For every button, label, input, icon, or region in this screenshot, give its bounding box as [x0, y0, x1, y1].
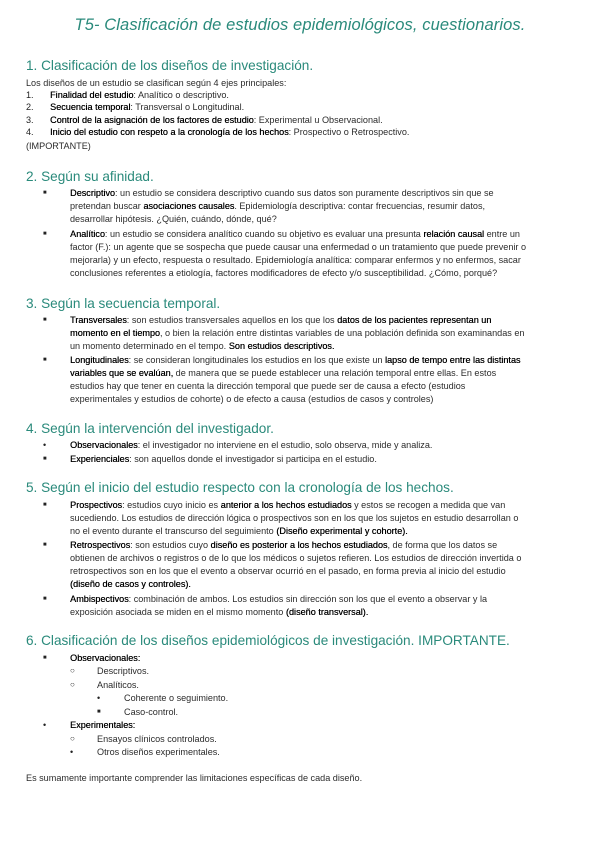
term-bold: momento en el tiempo: [70, 328, 160, 338]
paragraph-line: mejorarla) y un efecto, respuesta o resultado. Epidemiología analítica: comparar enfermos y no enfermos, sacar: [70, 255, 521, 265]
section-1-heading: 1. Clasificación de los diseños de investigación.: [26, 58, 314, 73]
square-bullet: ■: [43, 502, 47, 508]
paragraph-line: [70, 606, 368, 618]
term-bold: anterior a los hechos estudiados: [220, 500, 352, 510]
term-bold: relación causal: [423, 229, 485, 239]
square-bullet: ■: [43, 596, 47, 602]
line-text: . Epidemiología descriptiva: contar frecuencias, resumir datos,: [234, 201, 486, 211]
list-item: [50, 101, 244, 113]
list-item: Descriptivos.: [97, 666, 150, 676]
list-item-bold: Inicio del estudio con respeto a la cronología de los hechos: [50, 127, 289, 137]
paragraph-line: factor (F.): un agente que se sospecha que puede causar una enfermedad o un tratamiento que puede prevenir o: [70, 242, 527, 252]
paragraph-line: [70, 367, 496, 379]
paragraph-line: [70, 228, 520, 240]
important-note: (IMPORTANTE): [26, 141, 91, 151]
list-item-bold: Control de la asignación de los factores de estudio: [50, 115, 254, 125]
term-bold: Observacionales: [70, 440, 138, 450]
square-bullet: ■: [43, 190, 47, 196]
term-bold: (Diseño experimental y cohorte).: [276, 526, 408, 536]
list-item-text: : Analítico o descriptivo.: [133, 90, 229, 100]
section-6-heading: 6. Clasificación de los diseños epidemiológicos de investigación. IMPORTANTE.: [26, 633, 510, 648]
closing-text: Es sumamente importante comprender las limitaciones específicas de cada diseño.: [26, 773, 363, 783]
section-4-heading: 4. Según la intervención del investigador.: [26, 421, 274, 436]
paragraph-line: [70, 340, 334, 352]
line-text: pretendan buscar: [70, 201, 144, 211]
paragraph-line: estudios hay que tener en cuenta la dirección temporal que puede ser de causa a efecto (estudios: [70, 381, 466, 391]
list-number: 3.: [26, 115, 34, 125]
square-bullet: ■: [97, 709, 101, 715]
term-bold: Experimentales:: [70, 720, 136, 730]
line-text: : son estudios cuyo: [130, 540, 211, 550]
square-bullet: ■: [43, 357, 47, 363]
square-bullet: ■: [43, 317, 47, 323]
list-item: [70, 652, 140, 664]
square-bullet: ■: [43, 456, 47, 462]
line-text: un momento determinado en el tempo.: [70, 341, 229, 351]
line-text: : un estudio se considera analítico cuando su objetivo es evaluar una presunta: [104, 229, 424, 239]
paragraph-line: [70, 499, 505, 511]
list-number: 2.: [26, 102, 34, 112]
square-bullet: ■: [43, 655, 47, 661]
paragraph-line: [70, 453, 377, 465]
line-text: , de forma que los datos se: [387, 540, 498, 550]
section-3-heading: 3. Según la secuencia temporal.: [26, 296, 221, 311]
term-bold: asociaciones causales: [143, 201, 235, 211]
term-bold: datos de los pacientes representan un: [337, 315, 492, 325]
list-number: 4.: [26, 127, 34, 137]
section-2-heading: 2. Según su afinidad.: [26, 169, 154, 184]
line-text: y estos se recogen a medida que van: [351, 500, 506, 510]
paragraph-line: desarrollar hipótesis. ¿Quién, cuándo, dónde, qué?: [70, 214, 277, 224]
line-text: : son aquellos donde el investigador si participa en el estudio.: [129, 454, 377, 464]
term-bold: Observacionales:: [70, 653, 141, 663]
section-1-intro: Los diseños de un estudio se clasifican según 4 ejes principales:: [26, 78, 287, 88]
paragraph-line: sucediendo. Los estudios de dirección lógica o prospectivos son en los que los sujetos en estudio desarrollan o: [70, 513, 519, 523]
line-text: , o bien la relación entre distintas variables de una población definida son examinandas en: [159, 328, 525, 338]
paragraph-line: [70, 314, 491, 326]
term-bold: Son estudios descriptivos.: [228, 341, 335, 351]
list-item: [70, 719, 135, 731]
line-text: de manera que se puede establecer una relación temporal entre ellas. En estos: [173, 368, 497, 378]
term-bold: Prospectivos: [70, 500, 123, 510]
paragraph-line: [70, 593, 487, 605]
list-item: Caso-control.: [124, 707, 179, 717]
list-item: [50, 89, 229, 101]
line-text: : estudios cuyo inicio es: [122, 500, 221, 510]
square-bullet: ■: [43, 542, 47, 548]
paragraph-line: [70, 525, 408, 537]
line-text: exposición asociada se miden en el mismo momento: [70, 607, 286, 617]
term-bold: Experienciales: [70, 454, 130, 464]
paragraph-line: experimentales y estudios de cohorte) o de efecto a causa (estudios de casos y controles): [70, 394, 434, 404]
paragraph-line: retrospectivos son en los que el evento a observar ocurrió en el pasado, en forma previa al inicio del estudio: [70, 566, 506, 576]
paragraph-line: conclusiones referentes a etiología, factores modificadores de efecto y/o susceptibilidad. ¿Cómo, porqué?: [70, 268, 498, 278]
list-item: Ensayos clínicos controlados.: [97, 734, 217, 744]
line-text: : el investigador no interviene en el estudio, solo observa, mide y analiza.: [137, 440, 433, 450]
line-text: : se consideran longitudinales los estudios en los que existe un: [128, 355, 385, 365]
term-bold: (diseño de casos y controles).: [70, 579, 191, 589]
line-text: no el evento durante el transcurso del seguimiento: [70, 526, 277, 536]
list-item: [50, 114, 383, 126]
square-bullet: ■: [43, 231, 47, 237]
term-bold: variables que se evalúan,: [70, 368, 174, 378]
paragraph-line: [70, 439, 432, 451]
list-item: Analíticos.: [97, 680, 139, 690]
list-item-text: : Experimental u Observacional.: [253, 115, 383, 125]
term-bold: (diseño transversal).: [285, 607, 369, 617]
bullet: •: [43, 720, 47, 730]
list-item-bold: Secuencia temporal: [50, 102, 131, 112]
term-bold: Retrospectivos: [70, 540, 131, 550]
term-bold: lapso de tempo entre las distintas: [384, 355, 521, 365]
list-number: 1.: [26, 90, 34, 100]
paragraph-line: [70, 200, 485, 212]
line-text: : combinación de ambos. Los estudios sin dirección son los que el evento a observar y la: [128, 594, 488, 604]
paragraph-line: [70, 354, 520, 366]
term-bold: Ambispectivos: [70, 594, 129, 604]
section-5-heading: 5. Según el inicio del estudio respecto con la cronología de los hechos.: [26, 480, 454, 495]
circle-bullet: ○: [70, 734, 75, 743]
paragraph-line: [70, 327, 524, 339]
document-title: T5- Clasificación de estudios epidemiológicos, cuestionarios.: [74, 16, 526, 34]
line-text: entre un: [484, 229, 520, 239]
term-bold: diseño es posterior a los hechos estudiados: [210, 540, 388, 550]
bullet: •: [70, 747, 74, 757]
paragraph-line: [70, 539, 497, 551]
paragraph-line: [70, 578, 191, 590]
term-bold: Descriptivo: [70, 188, 115, 198]
list-item-bold: Finalidad del estudio: [50, 90, 134, 100]
bullet: •: [43, 440, 47, 450]
circle-bullet: ○: [70, 680, 75, 689]
list-item-text: : Prospectivo o Retrospectivo.: [288, 127, 410, 137]
list-item: Coherente o seguimiento.: [124, 693, 229, 703]
list-item-text: : Transversal o Longitudinal.: [130, 102, 245, 112]
line-text: : son estudios transversales aquellos en los que los: [126, 315, 338, 325]
term-bold: Longitudinales: [70, 355, 129, 365]
line-text: : un estudio se considera descriptivo cuando sus datos son puramente descriptivos sin que se: [114, 188, 494, 198]
circle-bullet: ○: [70, 666, 75, 675]
term-bold: Transversales: [70, 315, 127, 325]
list-item: Otros diseños experimentales.: [97, 747, 220, 757]
bullet: •: [97, 693, 101, 703]
paragraph-line: obtienen de archivos o registros o de lo que los médicos o sujetos refieren. Los estudios de dirección invertida o: [70, 553, 522, 563]
list-item: [50, 126, 409, 138]
term-bold: Analítico: [70, 229, 105, 239]
paragraph-line: [70, 187, 494, 199]
